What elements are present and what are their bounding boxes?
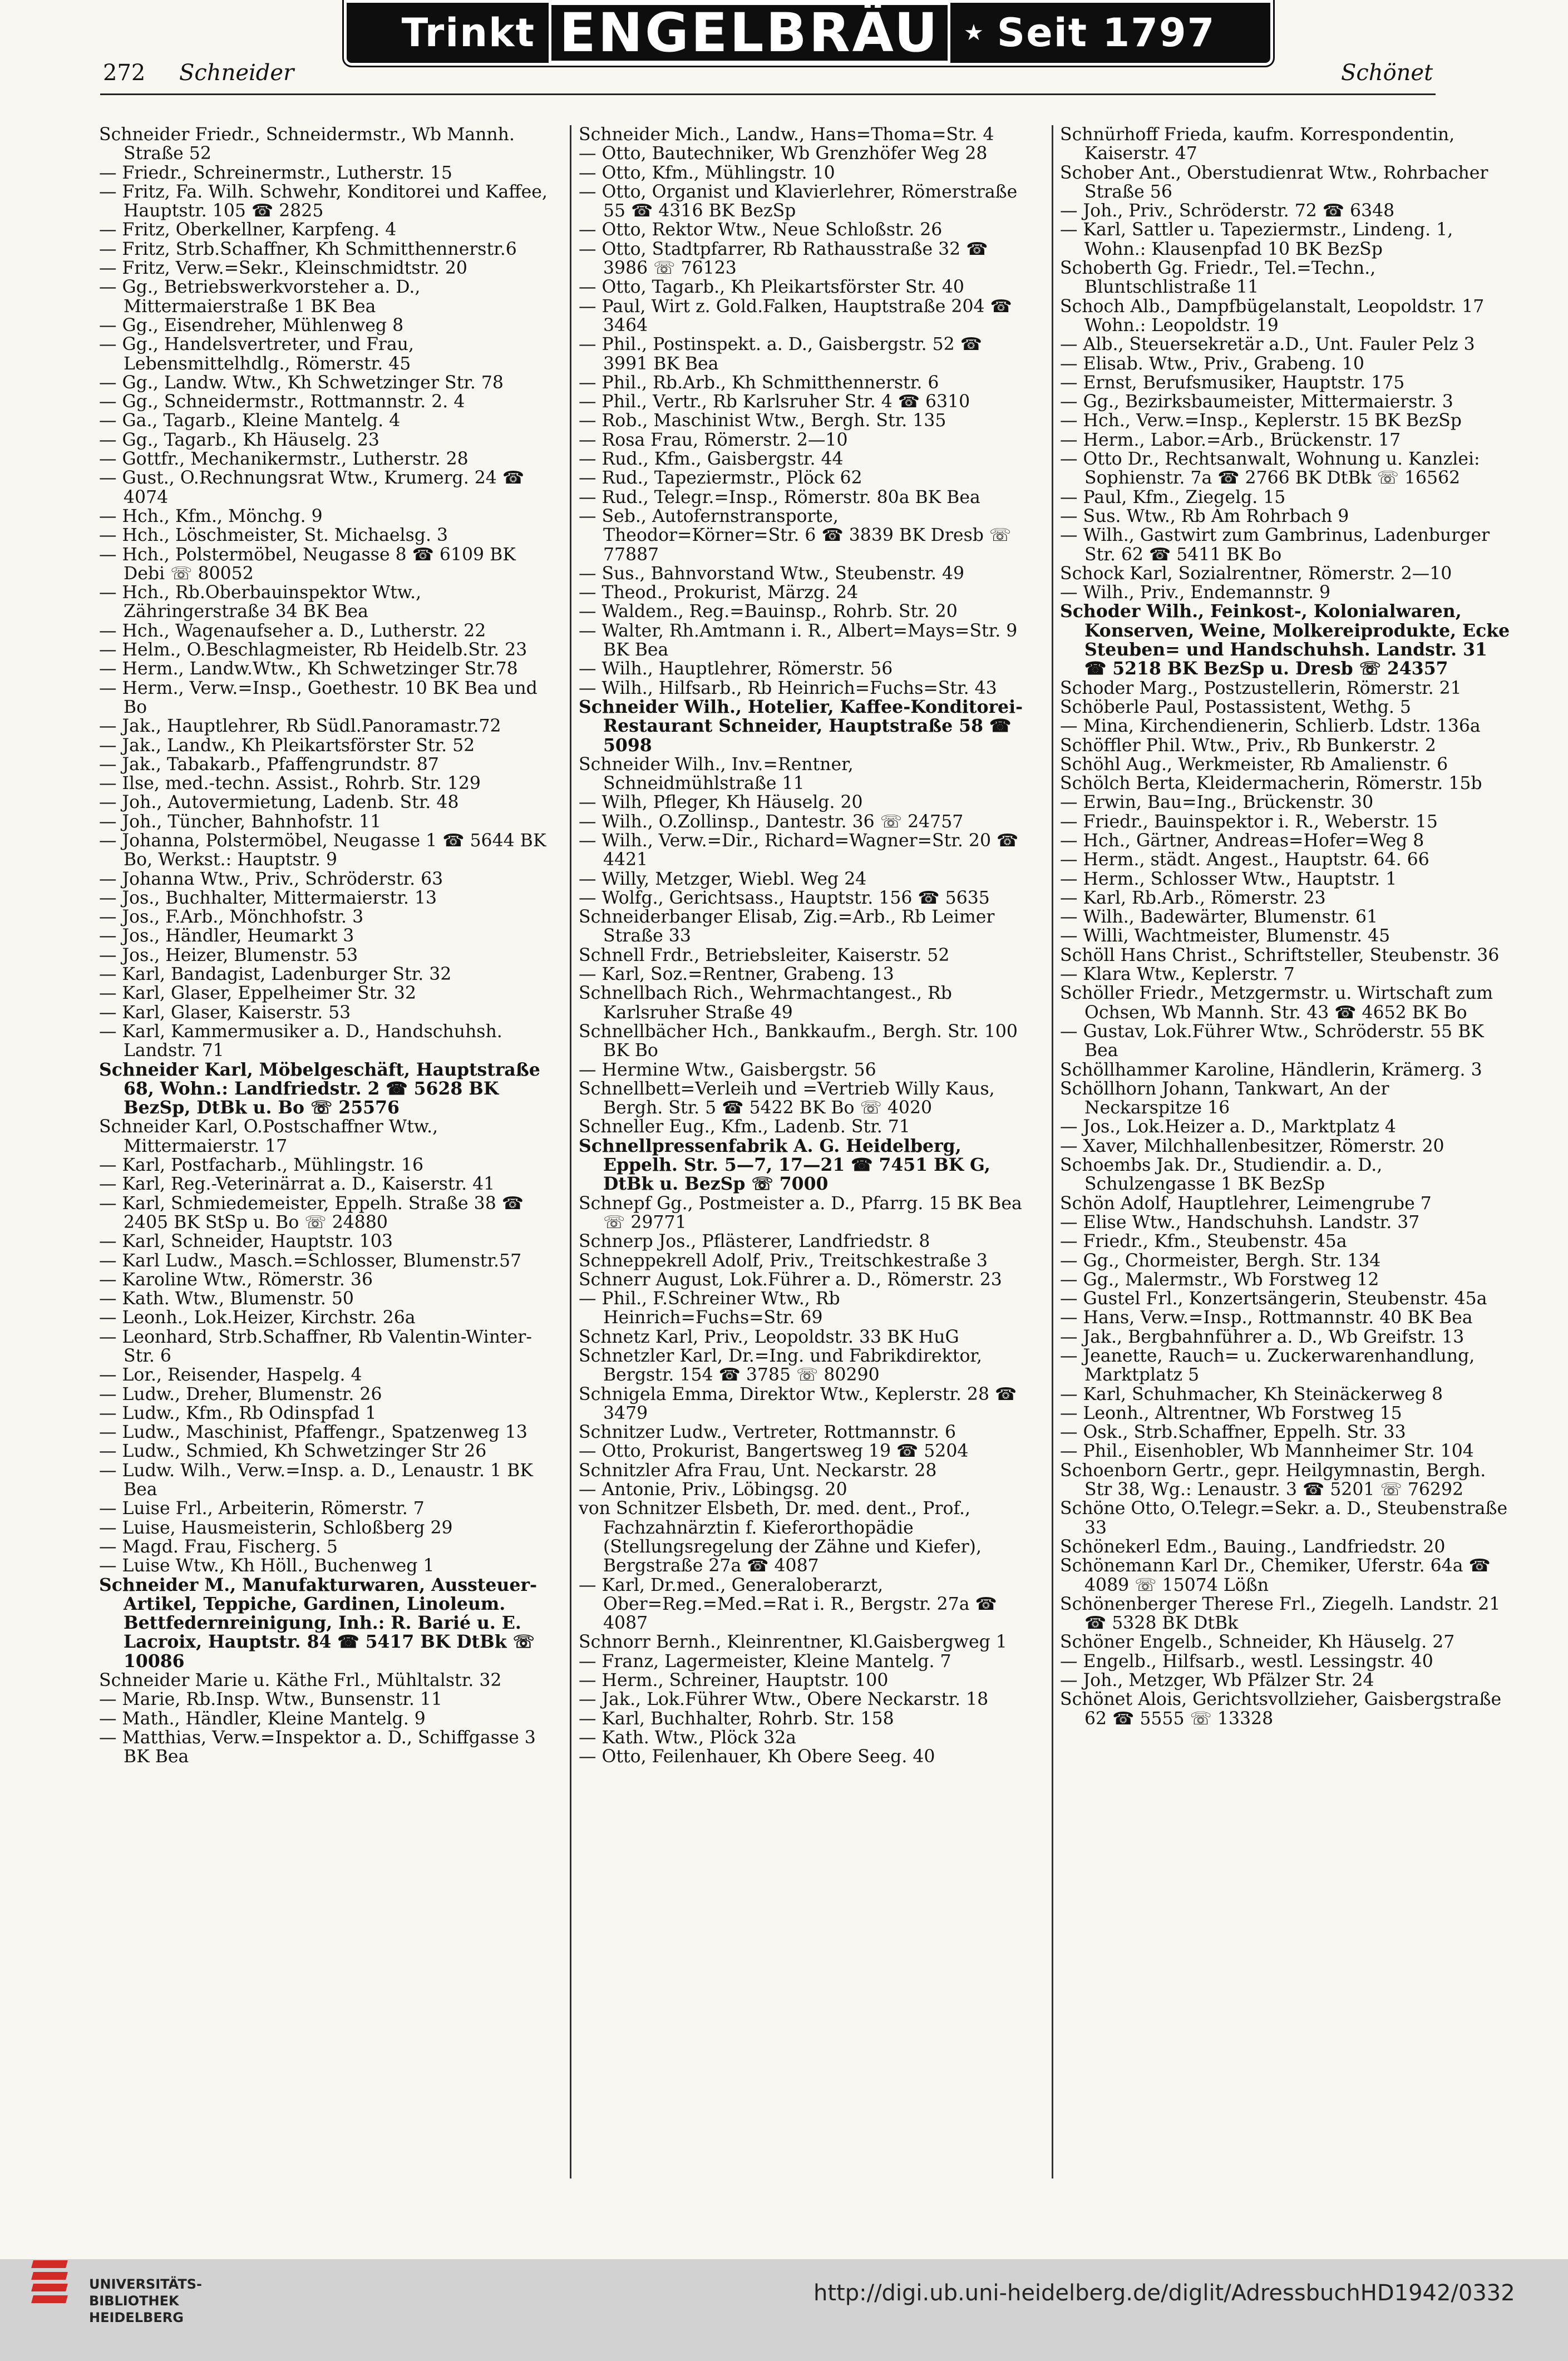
directory-entry: — Math., Händler, Kleine Mantelg. 9 [99,1708,426,1729]
column-divider [1052,125,1053,2178]
engelbraeu-advertisement-banner [344,0,1273,66]
directory-entry: Schölch Berta, Kleidermacherin, Römerstr. 15b [1060,773,1482,794]
source-url-link[interactable]: http://digi.ub.uni-heidelberg.de/diglit/AdressbuchHD1942/0332 [813,2280,1515,2306]
directory-entry: — Ludw. Wilh., Verw.=Insp. a. D., Lenaustr. 1 BK Bea [99,1460,533,1500]
directory-entry: — Gg., Schneidermstr., Rottmannstr. 2. 4 [99,392,465,412]
directory-entry: Schön Adolf, Hauptlehrer, Leimengrube 7 [1060,1193,1432,1214]
directory-entry: — Otto, Rektor Wtw., Neue Schloßstr. 26 [579,220,943,240]
directory-entry: — Rob., Maschinist Wtw., Bergh. Str. 135 [579,411,946,431]
directory-entry: — Alb., Steuersekretär a.D., Unt. Fauler Pelz 3 [1060,334,1475,355]
directory-entry: — Fritz, Fa. Wilh. Schwehr, Konditorei und Kaffee, Hauptstr. 105 ☎ 2825 [99,181,548,221]
directory-entry: — Karoline Wtw., Römerstr. 36 [99,1269,373,1290]
directory-column-1 [99,125,550,1767]
directory-column-2 [579,125,1029,1767]
star-icon: ★ [963,20,984,46]
directory-entry: — Otto, Stadtpfarrer, Rb Rathausstraße 32 ☎ 3986 ☏ 76123 [579,239,988,279]
directory-entry: — Sus. Wtw., Rb Am Rohrbach 9 [1060,506,1349,526]
directory-entry: — Otto, Feilenhauer, Kh Obere Seeg. 40 [579,1747,935,1767]
directory-entry: Schnerp Jos., Pflästerer, Landfriedstr. 8 [579,1231,930,1252]
directory-entry: — Otto, Kfm., Mühlingstr. 10 [579,162,835,183]
directory-entry: — Walter, Rh.Amtmann i. R., Albert=Mays=Str. 9 BK Bea [579,620,1018,661]
directory-entry: — Waldem., Reg.=Bauinsp., Rohrb. Str. 20 [579,602,958,622]
directory-entry: Schnetz Karl, Priv., Leopoldstr. 33 BK HuG [579,1327,959,1347]
directory-entry: — Hch., Kfm., Mönchg. 9 [99,506,323,526]
directory-entry: — Hch., Rb.Oberbauinspektor Wtw., Zähringerstraße 34 BK Bea [99,583,422,622]
directory-entry: — Wilh., Priv., Endemannstr. 9 [1060,583,1331,603]
directory-entry: — Gg., Handelsvertreter, und Frau, Lebensmittelhdlg., Römerstr. 45 [99,334,414,374]
directory-entry: — Herm., städt. Angest., Hauptstr. 64. 66 [1060,850,1429,870]
directory-entry: — Jos., F.Arb., Mönchhofstr. 3 [99,907,364,928]
directory-entry: — Otto, Prokurist, Bangertsweg 19 ☎ 5204 [579,1441,969,1462]
directory-entry: — Lor., Reisender, Haspelg. 4 [99,1365,362,1386]
directory-entry: Schöll Hans Christ., Schriftsteller, Steubenstr. 36 [1060,945,1500,965]
directory-entry: — Mina, Kirchendienerin, Schlierb. Ldstr. 136a [1060,716,1481,737]
directory-entry: — Leonh., Lok.Heizer, Kirchstr. 26a [99,1308,416,1328]
directory-entry: — Wilh., Hauptlehrer, Römerstr. 56 [579,659,893,679]
directory-entry: — Otto, Bautechniker, Wb Grenzhöfer Weg 28 [579,144,988,164]
directory-entry: Schnitzler Afra Frau, Unt. Neckarstr. 28 [579,1460,937,1481]
running-head-right: Schönet [1341,60,1433,86]
directory-entry: — Theod., Prokurist, Märzg. 24 [579,583,859,603]
directory-entry: Schnellbächer Hch., Bankkaufm., Bergh. Str. 100 BK Bo [579,1021,1018,1061]
directory-entry: Schöller Friedr., Metzgermstr. u. Wirtschaft zum Ochsen, Wb Mannh. Str. 43 ☎ 4652 BK Bo [1060,983,1493,1023]
directory-entry: — Hch., Gärtner, Andreas=Hofer=Weg 8 [1060,830,1424,851]
directory-entry: Schönekerl Edm., Bauing., Landfriedstr. 20 [1060,1536,1446,1557]
directory-entry: Schönemann Karl Dr., Chemiker, Uferstr. 64a ☎ 4089 ☏ 15074 Lößn [1060,1556,1491,1595]
directory-entry: — Ludw., Dreher, Blumenstr. 26 [99,1384,382,1404]
directory-entry: — Jos., Lok.Heizer a. D., Marktplatz 4 [1060,1117,1396,1137]
directory-entry: — Wilh., Gastwirt zum Gambrinus, Ladenburger Str. 62 ☎ 5411 BK Bo [1060,525,1490,565]
banner-left-text: Trinkt [401,10,536,56]
directory-entry: — Fritz, Verw.=Sekr., Kleinschmidtstr. 20 [99,258,467,279]
directory-entry: — Marie, Rb.Insp. Wtw., Bunsenstr. 11 [99,1689,442,1710]
directory-entry: — Herm., Labor.=Arb., Brückenstr. 17 [1060,430,1401,450]
directory-entry: — Osk., Strb.Schaffner, Eppelh. Str. 33 [1060,1422,1406,1443]
directory-entry: — Ludw., Kfm., Rb Odinspfad 1 [99,1403,377,1423]
directory-entry: Schnellbett=Verleih und =Vertrieb Willy Kaus, Bergh. Str. 5 ☎ 5422 BK Bo ☏ 4020 [579,1078,995,1118]
directory-entry: Schoder Marg., Postzustellerin, Römerstr. 21 [1060,678,1462,698]
directory-entry: — Magd. Frau, Fischerg. 5 [99,1536,338,1557]
directory-entry: — Ernst, Berufsmusiker, Hauptstr. 175 [1060,372,1405,393]
banner-brand-text: ENGELBRÄU [549,2,950,63]
directory-entry: — Phil., Postinspekt. a. D., Gaisbergstr. 52 ☎ 3991 BK Bea [579,334,982,374]
directory-entry: — Karl, Postfacharb., Mühlingstr. 16 [99,1155,424,1176]
directory-entry: — Friedr., Bauinspektor i. R., Weberstr. 15 [1060,811,1438,832]
banner-right-text: Seit 1797 [997,10,1216,56]
column-divider [570,125,571,2178]
directory-entry: — Matthias, Verw.=Inspektor a. D., Schiffgasse 3 BK Bea [99,1727,536,1767]
directory-entry: — Hch., Verw.=Insp., Keplerstr. 15 BK BezSp [1060,411,1462,431]
directory-entry: Schöne Otto, O.Telegr.=Sekr. a. D., Steubenstraße 33 [1060,1499,1508,1538]
header-rule [100,93,1436,95]
directory-entry: Schöllhammer Karoline, Händlerin, Krämerg. 3 [1060,1059,1482,1080]
directory-entry: — Herm., Landw.Wtw., Kh Schwetzinger Str.78 [99,659,518,679]
directory-entry: — Gg., Eisendreher, Mühlenweg 8 [99,315,404,336]
directory-entry: — Willy, Metzger, Wiebl. Weg 24 [579,869,867,889]
directory-entry-highlighted: Schoder Wilh., Feinkost-, Kolonialwaren, Konserven, Weine, Molkereiprodukte, Ecke Steuben= und Handschuhsh. Landstr. 31 ☎ 5218 BK BezSp u. Dresb ☏ 24357 [1060,601,1510,679]
directory-entry: — Joh., Autovermietung, Ladenb. Str. 48 [99,792,459,813]
directory-entry: — Jos., Buchhalter, Mittermaierstr. 13 [99,888,437,908]
directory-entry: Schoenborn Gertr., gepr. Heilgymnastin, Bergh. Str 38, Wg.: Lenaustr. 3 ☎ 5201 ☏ 76292 [1060,1460,1486,1500]
directory-entry: Schneller Eug., Kfm., Ladenb. Str. 71 [579,1117,910,1137]
directory-entry: — Phil., Eisenhobler, Wb Mannheimer Str. 104 [1060,1441,1474,1462]
directory-entry: — Luise Wtw., Kh Höll., Buchenweg 1 [99,1556,435,1576]
directory-entry: — Phil., Rb.Arb., Kh Schmitthennerstr. 6 [579,372,939,393]
directory-entry: — Karl, Reg.-Veterinärrat a. D., Kaiserstr. 41 [99,1174,495,1195]
directory-entry: Schöllhorn Johann, Tankwart, An der Neckarspitze 16 [1060,1078,1389,1118]
directory-entry: — Jak., Tabakarb., Pfaffengrundstr. 87 [99,754,439,775]
directory-entry: — Franz, Lagermeister, Kleine Mantelg. 7 [579,1651,951,1672]
directory-entry: — Joh., Tüncher, Bahnhofstr. 11 [99,811,382,832]
directory-entry: Schoembs Jak. Dr., Studiendir. a. D., Schulzengasse 1 BK BezSp [1060,1155,1383,1195]
directory-entry: — Gg., Chormeister, Bergh. Str. 134 [1060,1250,1381,1271]
directory-entry: — Jos., Händler, Heumarkt 3 [99,926,354,947]
directory-entry: — Hans, Verw.=Insp., Rottmannstr. 40 BK Bea [1060,1308,1473,1328]
directory-entry: Schöberle Paul, Postassistent, Wethg. 5 [1060,697,1411,717]
directory-entry: Schnorr Bernh., Kleinrentner, Kl.Gaisbergweg 1 [579,1632,1007,1653]
directory-entry: — Leonhard, Strb.Schaffner, Rb Valentin-Winter-Str. 6 [99,1327,532,1366]
directory-entry: — Karl, Kammermusiker a. D., Handschuhsh. Landstr. 71 [99,1021,502,1061]
directory-entry: — Jos., Heizer, Blumenstr. 53 [99,945,358,965]
directory-entry: — Karl, Schmiedemeister, Eppelh. Straße 38 ☎ 2405 BK StSp u. Bo ☏ 24880 [99,1193,524,1233]
directory-entry: — Phil., Vertr., Rb Karlsruher Str. 4 ☎ 6310 [579,392,970,412]
directory-entry: — Ludw., Maschinist, Pfaffengr., Spatzenweg 13 [99,1422,527,1443]
directory-entry: — Kath. Wtw., Plöck 32a [579,1727,796,1748]
directory-entry: — Jak., Lok.Führer Wtw., Obere Neckarstr. 18 [579,1689,989,1710]
directory-entry: — Joh., Metzger, Wb Pfälzer Str. 24 [1060,1670,1374,1691]
directory-entry: Schnetzler Karl, Dr.=Ing. und Fabrikdirektor, Bergstr. 154 ☎ 3785 ☏ 80290 [579,1346,983,1386]
directory-entry: — Paul, Wirt z. Gold.Falken, Hauptstraße 204 ☎ 3464 [579,296,1012,336]
directory-entry: Schnigela Emma, Direktor Wtw., Keplerstr. 28 ☎ 3479 [579,1384,1017,1423]
directory-entry: — Klara Wtw., Keplerstr. 7 [1060,964,1295,985]
directory-entry: — Gg., Bezirksbaumeister, Mittermaierstr. 3 [1060,392,1453,412]
directory-entry: — Karl Ludw., Masch.=Schlosser, Blumenstr.57 [99,1250,522,1271]
directory-entry: Schober Ant., Oberstudienrat Wtw., Rohrbacher Straße 56 [1060,162,1488,202]
directory-entry: — Gottfr., Mechanikermstr., Lutherstr. 28 [99,449,469,470]
directory-entry: — Helm., O.Beschlagmeister, Rb Heidelb.Str. 23 [99,640,527,661]
directory-entry: — Seb., Autofernstransporte, Theodor=Körner=Str. 6 ☎ 3839 BK Dresb ☏ 77887 [579,506,1012,565]
directory-entry: — Hch., Wagenaufseher a. D., Lutherstr. 22 [99,620,486,641]
directory-entry: — Gustav, Lok.Führer Wtw., Schröderstr. 55 BK Bea [1060,1021,1484,1061]
directory-entry: — Jak., Hauptlehrer, Rb Südl.Panoramastr.72 [99,716,501,737]
directory-entry: — Kath. Wtw., Blumenstr. 50 [99,1289,354,1309]
library-footer [0,2259,1568,2361]
directory-entry: Schneider Friedr., Schneidermstr., Wb Mannh. Straße 52 [99,125,515,164]
directory-entry: — Engelb., Hilfsarb., westl. Lessingstr. 40 [1060,1651,1433,1672]
directory-entry: — Xaver, Milchhallenbesitzer, Römerstr. 20 [1060,1136,1444,1156]
directory-entry: Schneider Wilh., Inv.=Rentner, Schneidmühlstraße 11 [579,754,854,794]
directory-entry: Schneider Marie u. Käthe Frl., Mühltalstr. 32 [99,1670,502,1691]
directory-entry: Schöhl Aug., Werkmeister, Rb Amalienstr. 6 [1060,754,1448,775]
directory-entry: — Antonie, Priv., Löbingsg. 20 [579,1480,847,1500]
directory-entry: — Fritz, Oberkellner, Karpfeng. 4 [99,220,397,240]
directory-entry-highlighted: Schnellpressenfabrik A. G. Heidelberg, Eppelh. Str. 5—7, 17—21 ☎ 7451 BK G, DtBk u. BezSp ☏ 7000 [579,1135,990,1195]
directory-entry-highlighted: Schneider Karl, Möbelgeschäft, Hauptstraße 68, Wohn.: Landfriedstr. 2 ☎ 5628 BK BezSp, DtBk u. Bo ☏ 25576 [99,1059,540,1118]
directory-entry: — Gust., O.Rechnungsrat Wtw., Krumerg. 24 ☎ 4074 [99,468,525,507]
directory-entry: — Karl, Rb.Arb., Römerstr. 23 [1060,888,1326,908]
library-name: UNIVERSITÄTS- BIBLIOTHEK HEIDELBERG [89,2276,203,2325]
directory-entry: Schnell Frdr., Betriebsleiter, Kaiserstr. 52 [579,945,950,965]
directory-entry: — Karl, Schuhmacher, Kh Steinäckerweg 8 [1060,1384,1443,1404]
directory-entry: — Joh., Priv., Schröderstr. 72 ☎ 6348 [1060,201,1395,221]
directory-entry: — Johanna Wtw., Priv., Schröderstr. 63 [99,869,443,889]
directory-entry-highlighted: Schneider M., Manufakturwaren, Aussteuer-Artikel, Teppiche, Gardinen, Linoleum. Bettfedernreinigung, Inh.: R. Barié u. E. Lacroix, Hauptstr. 84 ☎ 5417 BK DtBk ☏ 10086 [99,1574,538,1672]
directory-entry: — Friedr., Kfm., Steubenstr. 45a [1060,1231,1347,1252]
directory-entry: — Erwin, Bau=Ing., Brückenstr. 30 [1060,792,1374,813]
directory-entry: Schönenberger Therese Frl., Ziegelh. Landstr. 21 ☎ 5328 BK DtBk [1060,1594,1501,1634]
directory-entry: — Karl, Sattler u. Tapeziermstr., Lindeng. 1, Wohn.: Klausenpfad 10 BK BezSp [1060,220,1453,259]
directory-entry: — Herm., Verw.=Insp., Goethestr. 10 BK Bea und Bo [99,678,538,717]
directory-entry: — Hch., Polstermöbel, Neugasse 8 ☎ 6109 BK Debi ☏ 80052 [99,544,516,584]
directory-entry: — Sus., Bahnvorstand Wtw., Steubenstr. 49 [579,563,965,584]
directory-entry: — Elisab. Wtw., Priv., Grabeng. 10 [1060,353,1364,374]
directory-entry: — Gustel Frl., Konzertsängerin, Steubenstr. 45a [1060,1289,1487,1309]
directory-entry: Schnerr August, Lok.Führer a. D., Römerstr. 23 [579,1269,1002,1290]
directory-entry: Schneider Mich., Landw., Hans=Thoma=Str. 4 [579,125,994,145]
directory-entry: Schock Karl, Sozialrentner, Römerstr. 2—10 [1060,563,1452,584]
directory-entry: — Wolfg., Gerichtsass., Hauptstr. 156 ☎ 5635 [579,888,990,908]
library-logo-icon [32,2260,71,2307]
directory-column-3 [1060,125,1511,1728]
directory-entry: — Rosa Frau, Römerstr. 2—10 [579,430,848,450]
directory-entry: — Karl, Glaser, Kaiserstr. 53 [99,1002,351,1023]
directory-entry: Schneiderbanger Elisab, Zig.=Arb., Rb Leimer Straße 33 [579,907,995,947]
directory-entry: — Karl, Soz.=Rentner, Grabeng. 13 [579,964,894,985]
directory-entry: Schönet Alois, Gerichtsvollzieher, Gaisbergstraße 62 ☎ 5555 ☏ 13328 [1060,1689,1502,1729]
directory-entry: — Hch., Löschmeister, St. Michaelsg. 3 [99,525,448,546]
directory-entry: — Rud., Telegr.=Insp., Römerstr. 80a BK Bea [579,487,980,507]
directory-entry: — Elise Wtw., Handschuhsh. Landstr. 37 [1060,1212,1420,1233]
directory-entry: Schoch Alb., Dampfbügelanstalt, Leopoldstr. 17 Wohn.: Leopoldstr. 19 [1060,296,1485,336]
directory-entry: — Herm., Schlosser Wtw., Hauptstr. 1 [1060,869,1397,889]
directory-entry: Schneider Karl, O.Postschaffner Wtw., Mittermaierstr. 17 [99,1117,438,1156]
directory-entry: — Wilh., Verw.=Dir., Richard=Wagner=Str. 20 ☎ 4421 [579,830,1019,870]
directory-entry: — Otto Dr., Rechtsanwalt, Wohnung u. Kanzlei: Sophienstr. 7a ☎ 2766 BK DtBk ☏ 16562 [1060,449,1480,489]
directory-entry: — Karl, Glaser, Eppelheimer Str. 32 [99,983,416,1004]
directory-entry: — Ilse, med.-techn. Assist., Rohrb. Str. 129 [99,773,481,794]
directory-entry: — Phil., F.Schreiner Wtw., Rb Heinrich=Fuchs=Str. 69 [579,1289,840,1328]
directory-entry: — Otto, Organist und Klavierlehrer, Römerstraße 55 ☎ 4316 BK BezSp [579,181,1018,221]
directory-entry: — Jeanette, Rauch= u. Zuckerwarenhandlung, Marktplatz 5 [1060,1346,1475,1386]
directory-entry: — Luise Frl., Arbeiterin, Römerstr. 7 [99,1499,425,1519]
directory-entry: — Willi, Wachtmeister, Blumenstr. 45 [1060,926,1391,947]
directory-entry: — Herm., Schreiner, Hauptstr. 100 [579,1670,889,1691]
directory-entry: — Ga., Tagarb., Kleine Mantelg. 4 [99,411,401,431]
directory-entry: — Karl, Dr.med., Generaloberarzt, Ober=Reg.=Med.=Rat i. R., Bergstr. 27a ☎ 4087 [579,1575,997,1634]
directory-entry: — Karl, Bandagist, Ladenburger Str. 32 [99,964,452,985]
directory-entry: Schnürhoff Frieda, kaufm. Korrespondentin, Kaiserstr. 47 [1060,125,1455,164]
directory-entry: Schnitzer Ludw., Vertreter, Rottmannstr. 6 [579,1422,956,1443]
directory-entry: Schnepf Gg., Postmeister a. D., Pfarrg. 15 BK Bea ☏ 29771 [579,1193,1022,1233]
directory-entry: Schneppekrell Adolf, Priv., Treitschkestraße 3 [579,1250,988,1271]
directory-entry: — Gg., Malermstr., Wb Forstweg 12 [1060,1269,1379,1290]
directory-entry: — Wilh., Badewärter, Blumenstr. 61 [1060,907,1378,928]
directory-entry: — Rud., Kfm., Gaisbergstr. 44 [579,449,844,470]
running-head-left: Schneider [179,60,294,86]
directory-entry: Schöner Engelb., Schneider, Kh Häuselg. 27 [1060,1632,1455,1653]
directory-entry: — Wilh., O.Zollinsp., Dantestr. 36 ☏ 24757 [579,811,964,832]
directory-entry: von Schnitzer Elsbeth, Dr. med. dent., Prof., Fachzahnärztin f. Kieferorthopädie (Stellungsregelung der Zähne und Kiefer), Bergstraße 27a ☎ 4087 [579,1499,982,1576]
directory-entry: — Jak., Landw., Kh Pleikartsförster Str. 52 [99,735,475,756]
directory-entry: — Rud., Tapeziermstr., Plöck 62 [579,468,862,489]
directory-entry: Schnellbach Rich., Wehrmachtangest., Rb Karlsruher Straße 49 [579,983,952,1023]
directory-entry: — Karl, Buchhalter, Rohrb. Str. 158 [579,1708,894,1729]
directory-entry: — Leonh., Altrentner, Wb Forstweg 15 [1060,1403,1402,1423]
directory-entry: — Gg., Tagarb., Kh Häuselg. 23 [99,430,379,450]
directory-entry: Schoberth Gg. Friedr., Tel.=Techn., Bluntschlistraße 11 [1060,258,1376,298]
directory-entry-highlighted: Schneider Wilh., Hotelier, Kaffee-Konditorei-Restaurant Schneider, Hauptstraße 58 ☎ 5098 [579,696,1023,756]
directory-entry: — Luise, Hausmeisterin, Schloßberg 29 [99,1517,453,1538]
directory-entry: — Gg., Landw. Wtw., Kh Schwetzinger Str. 78 [99,372,504,393]
directory-entry: — Gg., Betriebswerkvorsteher a. D., Mittermaierstraße 1 BK Bea [99,277,421,317]
directory-entry: — Paul, Kfm., Ziegelg. 15 [1060,487,1286,507]
directory-entry: — Jak., Bergbahnführer a. D., Wb Greifstr. 13 [1060,1327,1465,1347]
directory-entry: — Fritz, Strb.Schaffner, Kh Schmitthennerstr.6 [99,239,517,259]
directory-entry: — Otto, Tagarb., Kh Pleikartsförster Str. 40 [579,277,964,298]
directory-entry: — Hermine Wtw., Gaisbergstr. 56 [579,1059,876,1080]
page-number: 272 [103,60,146,86]
directory-entry: — Karl, Schneider, Hauptstr. 103 [99,1231,393,1252]
directory-entry: — Johanna, Polstermöbel, Neugasse 1 ☎ 5644 BK Bo, Werkst.: Hauptstr. 9 [99,830,546,870]
directory-entry: — Ludw., Schmied, Kh Schwetzinger Str 26 [99,1441,487,1462]
directory-entry: — Friedr., Schreinermstr., Lutherstr. 15 [99,162,452,183]
directory-entry: — Wilh., Hilfsarb., Rb Heinrich=Fuchs=Str. 43 [579,678,997,698]
directory-entry: — Wilh, Pfleger, Kh Häuselg. 20 [579,792,863,813]
directory-entry: Schöffler Phil. Wtw., Priv., Rb Bunkerstr. 2 [1060,735,1436,756]
